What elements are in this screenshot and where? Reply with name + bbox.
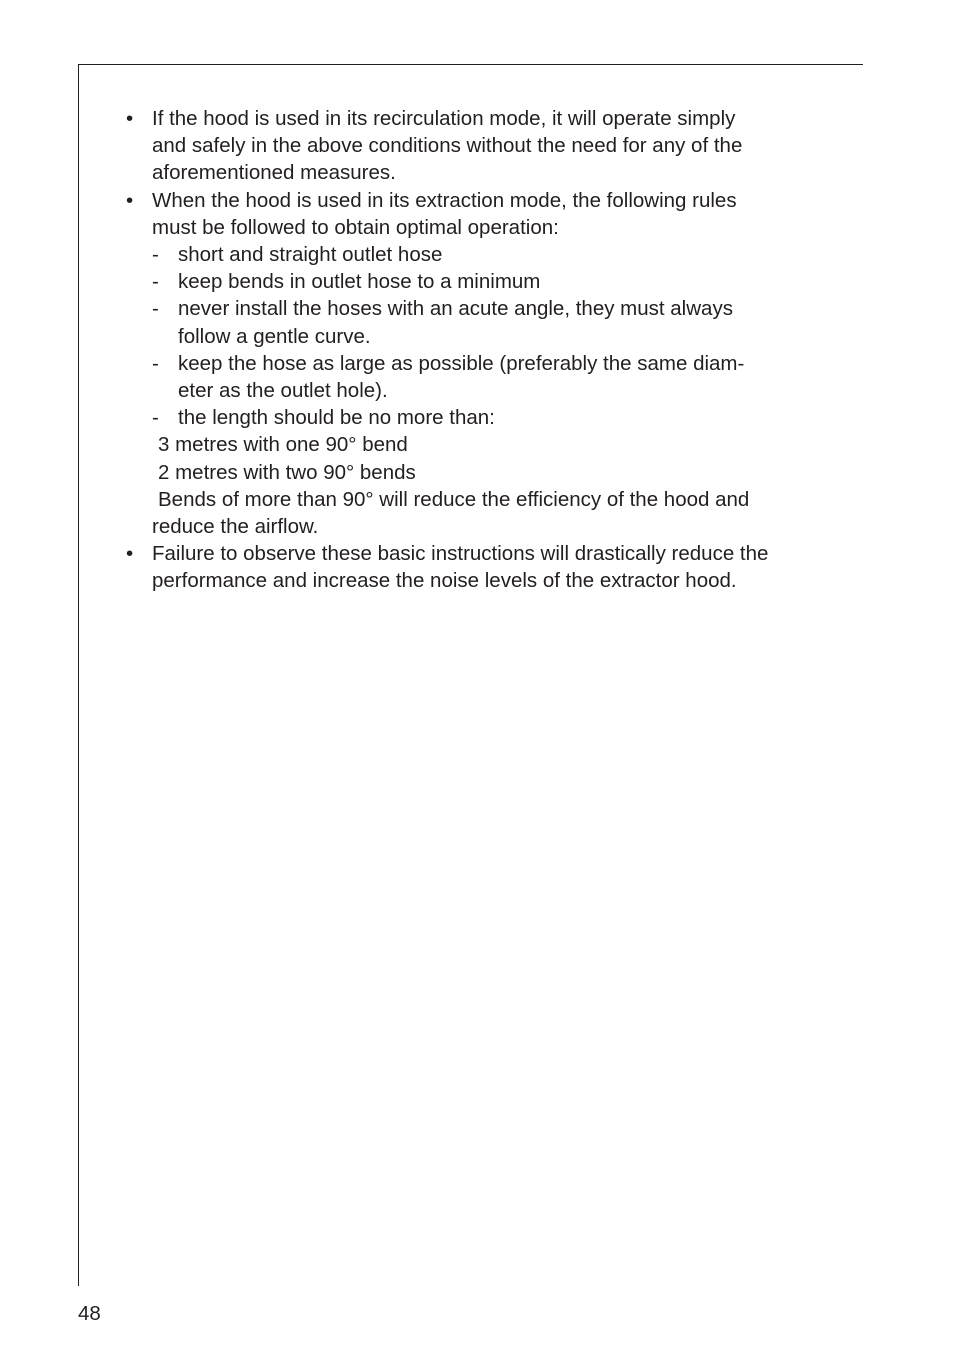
text-line: keep bends in outlet hose to a minimum bbox=[178, 270, 541, 294]
dash-icon: - bbox=[152, 406, 159, 430]
text-line: performance and increase the noise levels of the extractor hood. bbox=[152, 569, 737, 593]
sub-list-item bbox=[152, 268, 846, 295]
text-line: never install the hoses with an acute angle, they must always bbox=[178, 297, 733, 321]
text-line: If the hood is used in its recirculation mode, it will operate simply bbox=[152, 107, 736, 130]
frame-left-rule bbox=[78, 64, 79, 1286]
bullet-icon: • bbox=[126, 188, 134, 212]
text-line: When the hood is used in its extraction mode, the following rules bbox=[152, 188, 737, 212]
text-line: Failure to observe these basic instructions will drastically reduce the bbox=[152, 542, 769, 566]
text-line: the length should be no more than: bbox=[178, 406, 495, 430]
instructions-list bbox=[126, 105, 846, 595]
list-item bbox=[126, 540, 846, 594]
text-line: and safely in the above conditions without the need for any of the bbox=[152, 134, 743, 158]
text-line: short and straight outlet hose bbox=[178, 243, 443, 267]
page-number: 48 bbox=[78, 1302, 101, 1325]
bullet-icon: • bbox=[126, 542, 134, 566]
dash-icon: - bbox=[152, 270, 159, 294]
text-line: reduce the airflow. bbox=[152, 515, 319, 539]
dash-icon: - bbox=[152, 243, 159, 267]
text-line: must be followed to obtain optimal operation: bbox=[152, 215, 559, 239]
sub-list-item bbox=[152, 350, 846, 404]
text-line: aforementioned measures. bbox=[152, 161, 396, 185]
dash-icon: - bbox=[152, 297, 159, 321]
list-item bbox=[126, 187, 846, 541]
dash-icon: - bbox=[152, 351, 159, 375]
text-line: Bends of more than 90° will reduce the efficiency of the hood and bbox=[158, 487, 750, 511]
sub-list-item bbox=[152, 295, 846, 349]
frame-top-rule bbox=[78, 64, 863, 65]
sub-list-item bbox=[152, 404, 846, 431]
bullet-icon: • bbox=[126, 107, 134, 130]
list-item bbox=[126, 105, 846, 187]
text-line: 3 metres with one 90° bend bbox=[158, 433, 408, 457]
text-line: 2 metres with two 90° bends bbox=[158, 460, 416, 484]
sub-list-item bbox=[152, 241, 846, 268]
text-line: keep the hose as large as possible (preferably the same diam- bbox=[178, 351, 745, 375]
text-line: follow a gentle curve. bbox=[178, 324, 371, 348]
text-line: eter as the outlet hole). bbox=[178, 379, 388, 403]
